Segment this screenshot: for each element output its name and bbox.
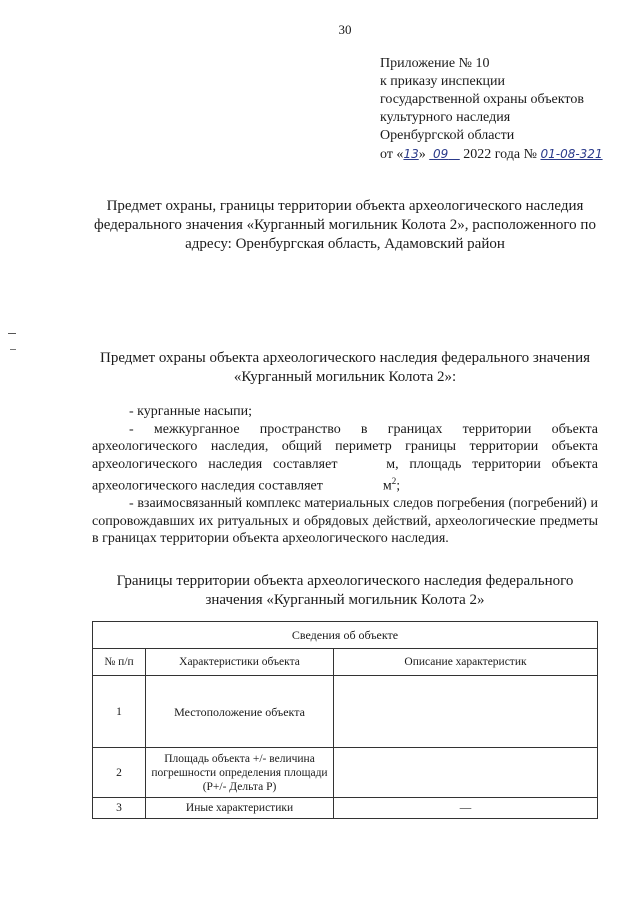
table-row [93,748,598,798]
row-description [334,676,598,748]
margin-mark [10,349,16,350]
object-info-table [92,621,598,819]
appendix-date-line [380,145,630,164]
row-number: 1 [93,676,146,748]
area-unit-sup: 2 [391,476,397,486]
list-item-text: - межкурганное пространство в границах территории объекта археологического наследия, общий периметр границы территории объекта археологического наследия составляет [92,421,598,472]
handwritten-number: 01-08-321 [540,147,603,161]
table-row [93,798,598,819]
month-value: 09 [433,147,449,161]
table-header: № п/п [93,649,146,676]
row-number: 2 [93,748,146,798]
year-text: 2022 года № [463,147,537,162]
appendix-line: к приказу инспекции [380,74,506,89]
row-characteristic: Местоположение объекта [146,676,334,748]
table-header: Характеристики объекта [146,649,334,676]
row-number: 3 [93,798,146,819]
document-title: Предмет охраны, границы территории объекта археологического наследия федерального значения «Курганный могильник Колота 2», расположенного по адресу: Оренбургская область, Адамовский район [94,198,596,252]
list-item: - взаимосвязанный комплекс материальных следов погребения (погребений) и сопровождавших их ритуальных и обрядовых действий, археологические предметы в границах территории объекта археологического наследия. [92,496,598,547]
list-item-text: м, площадь территории объекта археологического наследия составляет [92,456,598,494]
date-prefix: от « [380,147,404,162]
area-unit: м [382,478,392,494]
list-item: - курганные насыпи; [129,404,253,419]
appendix-line: Приложение № 10 [380,56,490,71]
row-description [334,748,598,798]
row-description: — [334,798,598,819]
date-mid: » [418,147,426,162]
handwritten-month [429,147,460,161]
appendix-line: культурного наследия [380,110,511,125]
appendix-line: государственной охраны объектов [380,92,584,107]
appendix-line: Оренбургской области [380,128,515,143]
subject-title: Предмет охраны объекта археологического наследия федерального значения «Курганный могильник Колота 2»: [99,350,591,385]
table-row [93,676,598,748]
table-header: Описание характеристик [334,649,598,676]
list-item [92,421,598,496]
row-characteristic: Площадь объекта +/- величина погрешности определения площади (Р+/- Дельта Р) [146,748,334,798]
subject-list [92,403,598,548]
table-caption: Сведения об объекте [93,622,598,649]
appendix-block [380,55,630,164]
handwritten-day: 13 [403,147,419,161]
page-number: 30 [338,22,352,37]
margin-mark [8,333,16,334]
list-item-end: ; [396,478,401,494]
boundaries-title: Границы территории объекта археологического наследия федерального значения «Курганный могильник Колота 2» [116,573,574,608]
row-characteristic: Иные характеристики [146,798,334,819]
